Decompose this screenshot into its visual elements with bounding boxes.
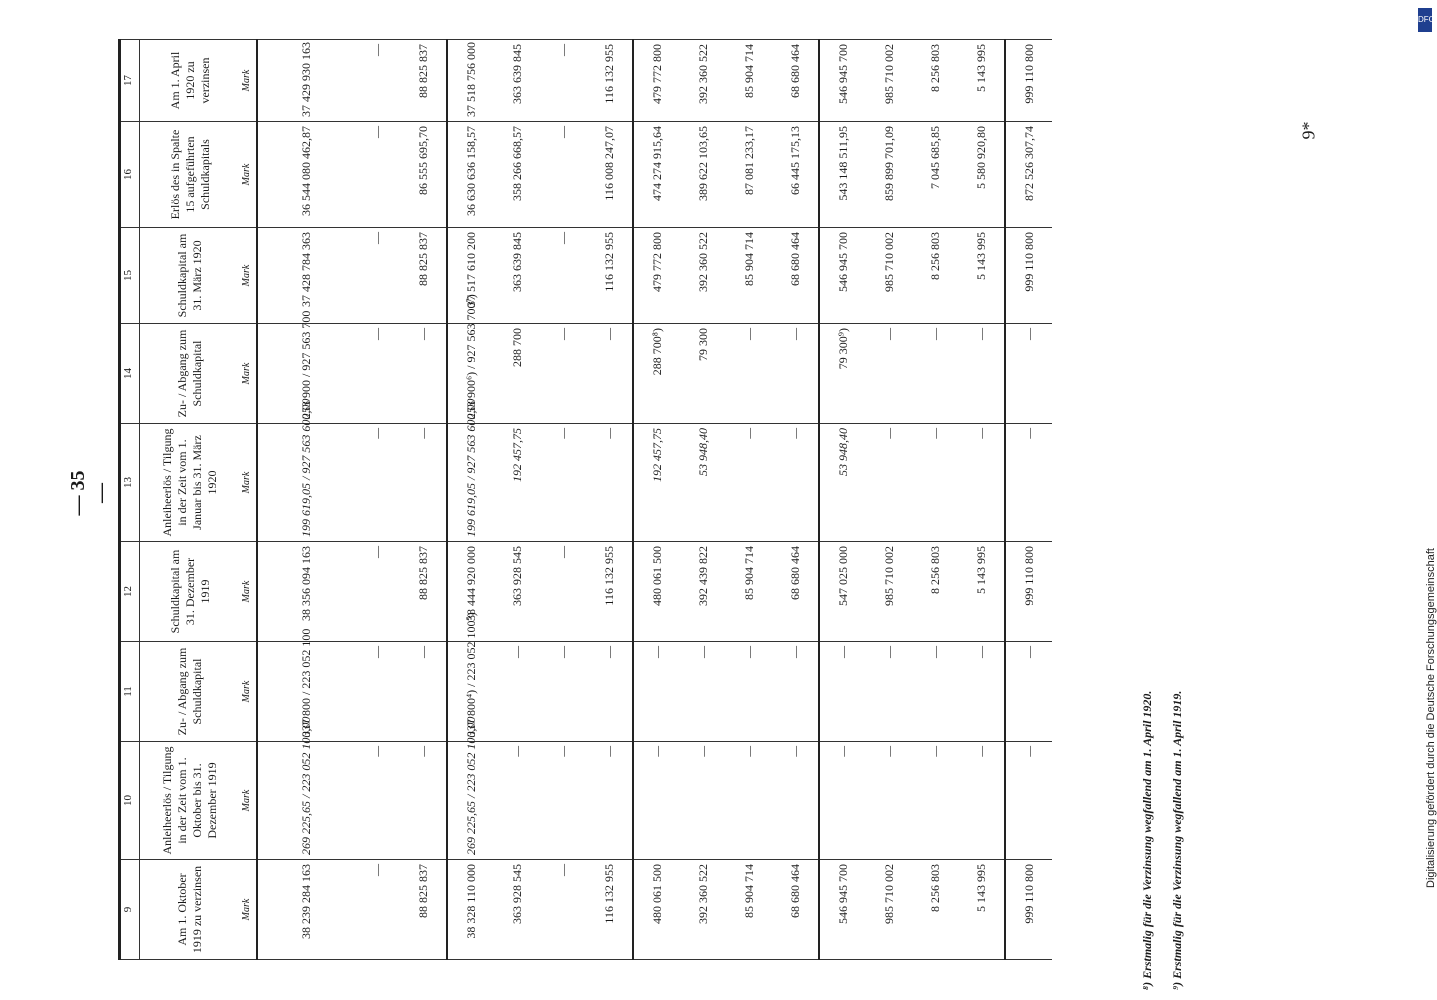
table-cell: —: [354, 424, 400, 542]
dfg-logo: DFG: [1418, 8, 1432, 32]
table-cell: —: [354, 742, 400, 860]
table-cell: —: [586, 324, 633, 424]
table-cell: 79 300⁹): [819, 324, 866, 424]
table-cell: —: [354, 122, 400, 228]
table-cell: 253 900⁶) / 927 563 700⁷): [447, 324, 494, 424]
column-number: 16: [120, 122, 140, 228]
table-cell: 546 945 700: [819, 228, 866, 324]
table-cell: 5 143 995: [958, 542, 1005, 642]
table-cell: —: [772, 424, 819, 542]
table-cell: 85 904 714: [726, 40, 772, 122]
table-cell: —: [540, 424, 586, 542]
table-cell: 5 143 995: [958, 228, 1005, 324]
table-cell: —: [866, 742, 912, 860]
table-cell: —: [400, 324, 447, 424]
table-cell: 53 948,40: [680, 424, 726, 542]
table-cell: —: [400, 642, 447, 742]
table-row: [772, 40, 819, 960]
table-cell: —: [866, 424, 912, 542]
table-cell: 985 710 002: [866, 228, 912, 324]
table-row: [257, 40, 354, 960]
table-cell: —: [726, 424, 772, 542]
table-cell: 479 772 800: [633, 40, 680, 122]
table-cell: 85 904 714: [726, 860, 772, 960]
table-cell: 474 274 915,64: [633, 122, 680, 228]
table-cell: —: [633, 642, 680, 742]
table-row: [958, 40, 1005, 960]
table-cell: —: [958, 324, 1005, 424]
table-cell: —: [772, 642, 819, 742]
column-unit: Mark: [240, 742, 257, 860]
table-row: [400, 40, 447, 960]
table-cell: —: [586, 642, 633, 742]
table-cell: 192 457,75: [494, 424, 540, 542]
table-cell: 36 544 080 462,87: [257, 122, 354, 228]
table-cell: —: [866, 642, 912, 742]
table-cell: 53 948,40: [819, 424, 866, 542]
table-cell: 192 457,75: [633, 424, 680, 542]
column-header: Am 1. Oktober 1919 zu verzinsen: [140, 860, 241, 960]
table-cell: —: [354, 228, 400, 324]
table-cell: 37 428 784 363: [257, 228, 354, 324]
table-row: [726, 40, 772, 960]
table-cell: 872 526 307,74: [1005, 122, 1052, 228]
table-cell: 480 061 500: [633, 860, 680, 960]
table-cell: 985 710 002: [866, 860, 912, 960]
footnote-9: ⁹) Erstmalig für die Verzinsung wegfallend am 1. April 1919.: [1170, 690, 1184, 990]
column-number: 17: [120, 40, 140, 122]
table-cell: 38 239 284 163: [257, 860, 354, 960]
table-cell: —: [400, 742, 447, 860]
sidebar-text: Digitalisierung gefördert durch die Deutsche Forschungsgemeinschaft: [1425, 548, 1437, 888]
table-cell: 985 710 002: [866, 40, 912, 122]
column-number: 11: [120, 642, 140, 742]
table-cell: 38 328 110 000: [447, 860, 494, 960]
table-cell: —: [586, 742, 633, 860]
table-cell: 363 639 845: [494, 228, 540, 324]
table-cell: 358 266 668,57: [494, 122, 540, 228]
table-cell: —: [354, 40, 400, 122]
table-cell: 199 619,05 / 927 563 600,00: [447, 424, 494, 542]
column-unit: Mark: [240, 642, 257, 742]
table-cell: 5 580 920,80: [958, 122, 1005, 228]
column-header: Schuldkapital am 31. Dezember 1919: [140, 542, 241, 642]
table-row: [912, 40, 958, 960]
table-cell: —: [680, 742, 726, 860]
table-cell: 392 360 522: [680, 228, 726, 324]
table-cell: 543 148 511,95: [819, 122, 866, 228]
column-unit: Mark: [240, 228, 257, 324]
column-header: Anleiheerlös / Tilgung in der Zeit vom 1. Januar bis 31. März 1920: [140, 424, 241, 542]
table-cell: 8 256 803: [912, 228, 958, 324]
table-cell: —: [540, 122, 586, 228]
table-cell: 199 619,05 / 927 563 600,00: [257, 424, 354, 542]
table-cell: 392 439 822: [680, 542, 726, 642]
table-cell: 68 680 464: [772, 228, 819, 324]
table-cell: 5 143 995: [958, 860, 1005, 960]
table-cell: 116 132 955: [586, 542, 633, 642]
table-cell: —: [819, 642, 866, 742]
signature-mark: 9*: [1298, 121, 1319, 140]
table-cell: —: [866, 324, 912, 424]
table-cell: —: [540, 40, 586, 122]
table-cell: 86 555 695,70: [400, 122, 447, 228]
table-cell: 363 639 845: [494, 40, 540, 122]
table-cell: —: [540, 542, 586, 642]
table-cell: 68 680 464: [772, 860, 819, 960]
column-number: 13: [120, 424, 140, 542]
table-cell: 480 061 500: [633, 542, 680, 642]
table-cell: —: [1005, 324, 1052, 424]
column-header: Zu- / Abgang zum Schuldkapital: [140, 324, 241, 424]
table-cell: 116 132 955: [586, 228, 633, 324]
table-cell: 38 444 920 000: [447, 542, 494, 642]
table-cell: —: [540, 742, 586, 860]
table-cell: 392 360 522: [680, 40, 726, 122]
column-unit: Mark: [240, 40, 257, 122]
table-cell: 337 800⁴) / 223 052 100⁵): [447, 642, 494, 742]
table-row: [1005, 40, 1052, 960]
table-cell: —: [354, 542, 400, 642]
table-cell: —: [1005, 642, 1052, 742]
table-cell: —: [540, 228, 586, 324]
table-cell: 269 225,65 / 223 052 100,00: [447, 742, 494, 860]
table-cell: —: [772, 742, 819, 860]
table-row: [819, 40, 866, 960]
table-cell: —: [1005, 424, 1052, 542]
table-cell: 253 900 / 927 563 700: [257, 324, 354, 424]
column-number: 12: [120, 542, 140, 642]
table-cell: 337 800 / 223 052 100: [257, 642, 354, 742]
table-cell: 7 045 685,85: [912, 122, 958, 228]
table-cell: —: [912, 642, 958, 742]
column-number: 10: [120, 742, 140, 860]
column-header: Am 1. April 1920 zu verzinsen: [140, 40, 241, 122]
ledger-table: [118, 40, 1118, 960]
table-cell: 547 025 000: [819, 542, 866, 642]
table-cell: 88 825 837: [400, 542, 447, 642]
table-row: [447, 40, 494, 960]
table-cell: 68 680 464: [772, 542, 819, 642]
table-cell: 85 904 714: [726, 228, 772, 324]
table-cell: 8 256 803: [912, 860, 958, 960]
column-number: 14: [120, 324, 140, 424]
column-unit: Mark: [240, 122, 257, 228]
column-header: Anleiheerlös / Tilgung in der Zeit vom 1. Oktober bis 31. Dezember 1919: [140, 742, 241, 860]
table-row: [586, 40, 633, 960]
table-cell: —: [494, 742, 540, 860]
table-row: [866, 40, 912, 960]
table-cell: —: [726, 324, 772, 424]
table-cell: 37 517 610 200: [447, 228, 494, 324]
column-header: Schuldkapital am 31. März 1920: [140, 228, 241, 324]
table-row: [633, 40, 680, 960]
table-row: [540, 40, 586, 960]
table-cell: 288 700⁸): [633, 324, 680, 424]
table-cell: 985 710 002: [866, 542, 912, 642]
table-row: [494, 40, 540, 960]
table-cell: 36 630 636 158,57: [447, 122, 494, 228]
table-cell: —: [1005, 742, 1052, 860]
table-cell: 5 143 995: [958, 40, 1005, 122]
table-cell: 116 132 955: [586, 40, 633, 122]
table-cell: 288 700: [494, 324, 540, 424]
column-number: 9: [120, 860, 140, 960]
table-cell: —: [633, 742, 680, 860]
table-cell: —: [354, 324, 400, 424]
table-cell: 88 825 837: [400, 40, 447, 122]
table-cell: 479 772 800: [633, 228, 680, 324]
table-cell: 116 008 247,07: [586, 122, 633, 228]
table-cell: 363 928 545: [494, 542, 540, 642]
table-cell: 269 225,65 / 223 052 100,00: [257, 742, 354, 860]
table-cell: 546 945 700: [819, 860, 866, 960]
table-cell: 999 110 800: [1005, 228, 1052, 324]
table-cell: 68 680 464: [772, 40, 819, 122]
table-cell: —: [726, 742, 772, 860]
table-cell: —: [772, 324, 819, 424]
column-header: Erlös des in Spalte 15 aufgeführten Schuldkapitals: [140, 122, 241, 228]
table-row: [680, 40, 726, 960]
table-cell: 116 132 955: [586, 860, 633, 960]
table-cell: 999 110 800: [1005, 40, 1052, 122]
table-cell: 66 445 175,13: [772, 122, 819, 228]
table-cell: 389 622 103,65: [680, 122, 726, 228]
table-cell: 88 825 837: [400, 860, 447, 960]
table-cell: 392 360 522: [680, 860, 726, 960]
table-cell: —: [680, 642, 726, 742]
table-cell: —: [540, 642, 586, 742]
table-cell: 85 904 714: [726, 542, 772, 642]
table-cell: 37 518 756 000: [447, 40, 494, 122]
table-cell: 546 945 700: [819, 40, 866, 122]
table-cell: —: [912, 424, 958, 542]
table-cell: —: [958, 642, 1005, 742]
table-cell: —: [540, 860, 586, 960]
table-cell: 859 899 701,09: [866, 122, 912, 228]
table-cell: —: [494, 642, 540, 742]
table-cell: 999 110 800: [1005, 542, 1052, 642]
table-cell: 363 928 545: [494, 860, 540, 960]
table-cell: —: [400, 424, 447, 542]
column-unit: Mark: [240, 860, 257, 960]
table-cell: —: [354, 642, 400, 742]
table-cell: 88 825 837: [400, 228, 447, 324]
table-cell: 79 300: [680, 324, 726, 424]
column-unit: Mark: [240, 424, 257, 542]
table-cell: —: [354, 860, 400, 960]
table-cell: 999 110 800: [1005, 860, 1052, 960]
column-header: Zu- / Abgang zum Schuldkapital: [140, 642, 241, 742]
table-cell: —: [912, 742, 958, 860]
digitization-note: [1395, 8, 1437, 998]
footnotes: [1130, 690, 1360, 990]
page-number: — 35 —: [67, 470, 112, 516]
table-cell: 8 256 803: [912, 40, 958, 122]
table-cell: 38 356 094 163: [257, 542, 354, 642]
footnote-8: ⁸) Erstmalig für die Verzinsung wegfallend am 1. April 1920.: [1140, 690, 1154, 990]
column-unit: Mark: [240, 324, 257, 424]
column-number: 15: [120, 228, 140, 324]
table-cell: —: [912, 324, 958, 424]
table-cell: 37 429 930 163: [257, 40, 354, 122]
table-cell: —: [540, 324, 586, 424]
table-cell: —: [586, 424, 633, 542]
column-unit: Mark: [240, 542, 257, 642]
table-cell: —: [958, 424, 1005, 542]
table-cell: 8 256 803: [912, 542, 958, 642]
table-cell: —: [958, 742, 1005, 860]
table-cell: 87 081 233,17: [726, 122, 772, 228]
table-cell: —: [726, 642, 772, 742]
table-cell: —: [819, 742, 866, 860]
table-row: [354, 40, 400, 960]
